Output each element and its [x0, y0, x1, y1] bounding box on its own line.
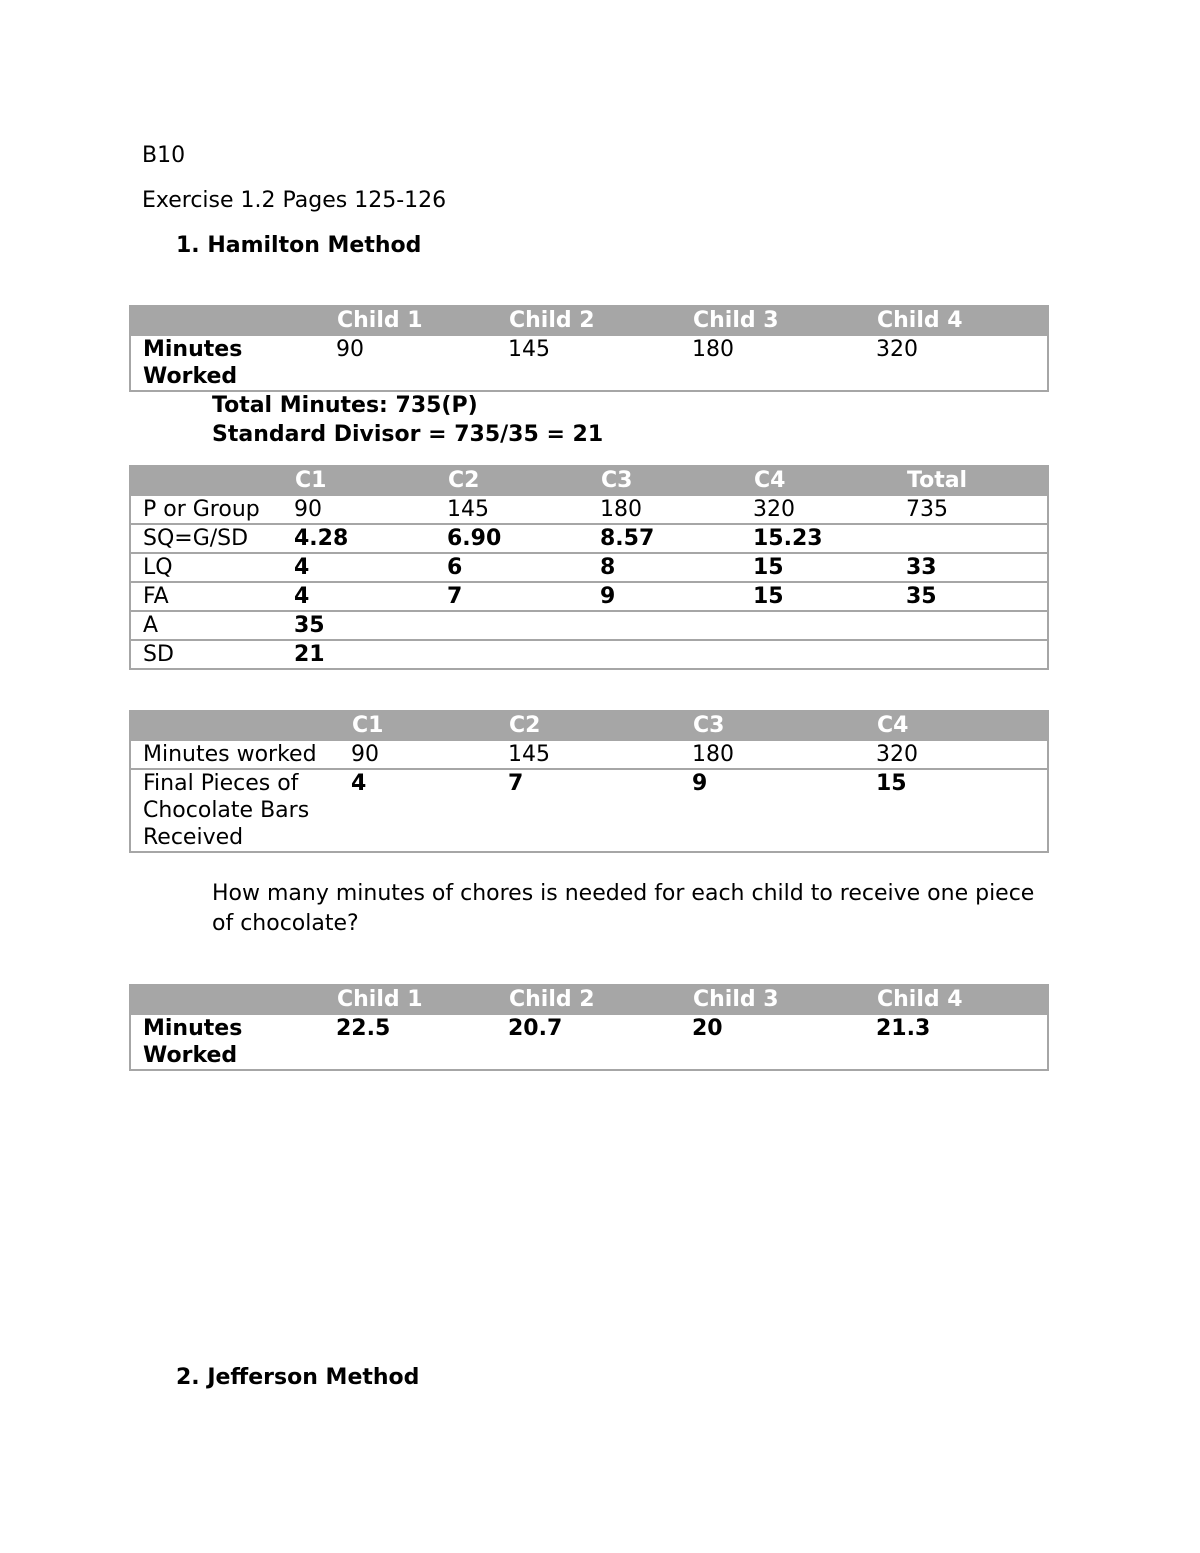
table-cell: 4 [282, 582, 435, 611]
header-cell: C1 [339, 711, 496, 740]
standard-divisor: Standard Divisor = 735/35 = 21 [212, 422, 604, 447]
header-cell: C2 [435, 466, 588, 495]
row-label: Final Pieces of Chocolate Bars Received [130, 769, 339, 852]
table-cell: 320 [864, 335, 1048, 391]
table-cell [894, 640, 1048, 669]
table-cell: 4.28 [282, 524, 435, 553]
table-cell: 15.23 [741, 524, 894, 553]
row-label: Minutes Worked [130, 335, 324, 391]
header-cell: Child 3 [680, 306, 864, 335]
table-cell: 9 [680, 769, 864, 852]
table-cell: 735 [894, 495, 1048, 524]
table-cell [435, 640, 588, 669]
header-cell [130, 985, 324, 1014]
table-header-row [130, 985, 1048, 1014]
table-row [130, 769, 1048, 852]
table-cell [588, 611, 741, 640]
table-row [130, 553, 1048, 582]
exercise-title: Exercise 1.2 Pages 125-126 [142, 188, 447, 213]
table-cell [435, 611, 588, 640]
table-row [130, 640, 1048, 669]
header-cell: Child 1 [324, 985, 496, 1014]
row-label: SQ=G/SD [130, 524, 282, 553]
row-label: A [130, 611, 282, 640]
table-cell [741, 611, 894, 640]
table-cell: 15 [741, 582, 894, 611]
table-row [130, 335, 1048, 391]
hamilton-computation-table [129, 465, 1049, 670]
table-cell: 6 [435, 553, 588, 582]
table-cell: 8 [588, 553, 741, 582]
table-cell: 180 [680, 740, 864, 769]
table-cell: 15 [741, 553, 894, 582]
table-cell: 6.90 [435, 524, 588, 553]
table-cell: 4 [339, 769, 496, 852]
doc-code: B10 [142, 143, 186, 168]
header-cell: Child 1 [324, 306, 496, 335]
table-cell: 33 [894, 553, 1048, 582]
table-cell: 4 [282, 553, 435, 582]
table-cell: 320 [741, 495, 894, 524]
header-cell: Child 2 [496, 306, 680, 335]
table-row [130, 495, 1048, 524]
table-cell [741, 640, 894, 669]
table-header-row [130, 711, 1048, 740]
header-cell: Child 3 [680, 985, 864, 1014]
table-cell: 90 [339, 740, 496, 769]
total-minutes: Total Minutes: 735(P) [212, 393, 478, 418]
table-cell [894, 524, 1048, 553]
header-cell [130, 306, 324, 335]
table-row [130, 582, 1048, 611]
row-label: P or Group [130, 495, 282, 524]
minutes-worked-table [129, 305, 1049, 392]
question-text: How many minutes of chores is needed for each child to receive one piece of chocolate? [212, 881, 1035, 936]
header-cell [130, 466, 282, 495]
table-header-row [130, 466, 1048, 495]
section-heading-jefferson: 2. Jefferson Method [176, 1365, 420, 1390]
table-cell: 90 [324, 335, 496, 391]
table-cell: 21.3 [864, 1014, 1048, 1070]
table-cell: 20.7 [496, 1014, 680, 1070]
header-cell: Total [894, 466, 1048, 495]
header-cell [130, 711, 339, 740]
table-cell: 9 [588, 582, 741, 611]
table-cell: 22.5 [324, 1014, 496, 1070]
table-cell: 15 [864, 769, 1048, 852]
table-row [130, 524, 1048, 553]
header-cell: C4 [741, 466, 894, 495]
section-heading-hamilton: 1. Hamilton Method [176, 233, 422, 258]
row-label: Minutes Worked [130, 1014, 324, 1070]
header-cell: Child 2 [496, 985, 680, 1014]
header-cell: Child 4 [864, 985, 1048, 1014]
table-cell: 90 [282, 495, 435, 524]
row-label: LQ [130, 553, 282, 582]
table-cell: 7 [496, 769, 680, 852]
table-cell: 35 [282, 611, 435, 640]
header-cell: Child 4 [864, 306, 1048, 335]
table-cell: 145 [496, 740, 680, 769]
table-row [130, 1014, 1048, 1070]
header-cell: C4 [864, 711, 1048, 740]
final-pieces-table [129, 710, 1049, 853]
header-cell: C3 [588, 466, 741, 495]
table-cell: 145 [435, 495, 588, 524]
table-cell: 145 [496, 335, 680, 391]
row-label: SD [130, 640, 282, 669]
header-cell: C3 [680, 711, 864, 740]
header-cell: C1 [282, 466, 435, 495]
row-label: FA [130, 582, 282, 611]
table-cell [588, 640, 741, 669]
table-cell: 8.57 [588, 524, 741, 553]
table-row [130, 611, 1048, 640]
minutes-per-piece-table [129, 984, 1049, 1071]
table-cell: 20 [680, 1014, 864, 1070]
table-cell [894, 611, 1048, 640]
table-cell: 7 [435, 582, 588, 611]
row-label: Minutes worked [130, 740, 339, 769]
table-cell: 320 [864, 740, 1048, 769]
header-cell: C2 [496, 711, 680, 740]
table-cell: 180 [588, 495, 741, 524]
table-header-row [130, 306, 1048, 335]
table-row [130, 740, 1048, 769]
table-cell: 21 [282, 640, 435, 669]
table-cell: 180 [680, 335, 864, 391]
table-cell: 35 [894, 582, 1048, 611]
